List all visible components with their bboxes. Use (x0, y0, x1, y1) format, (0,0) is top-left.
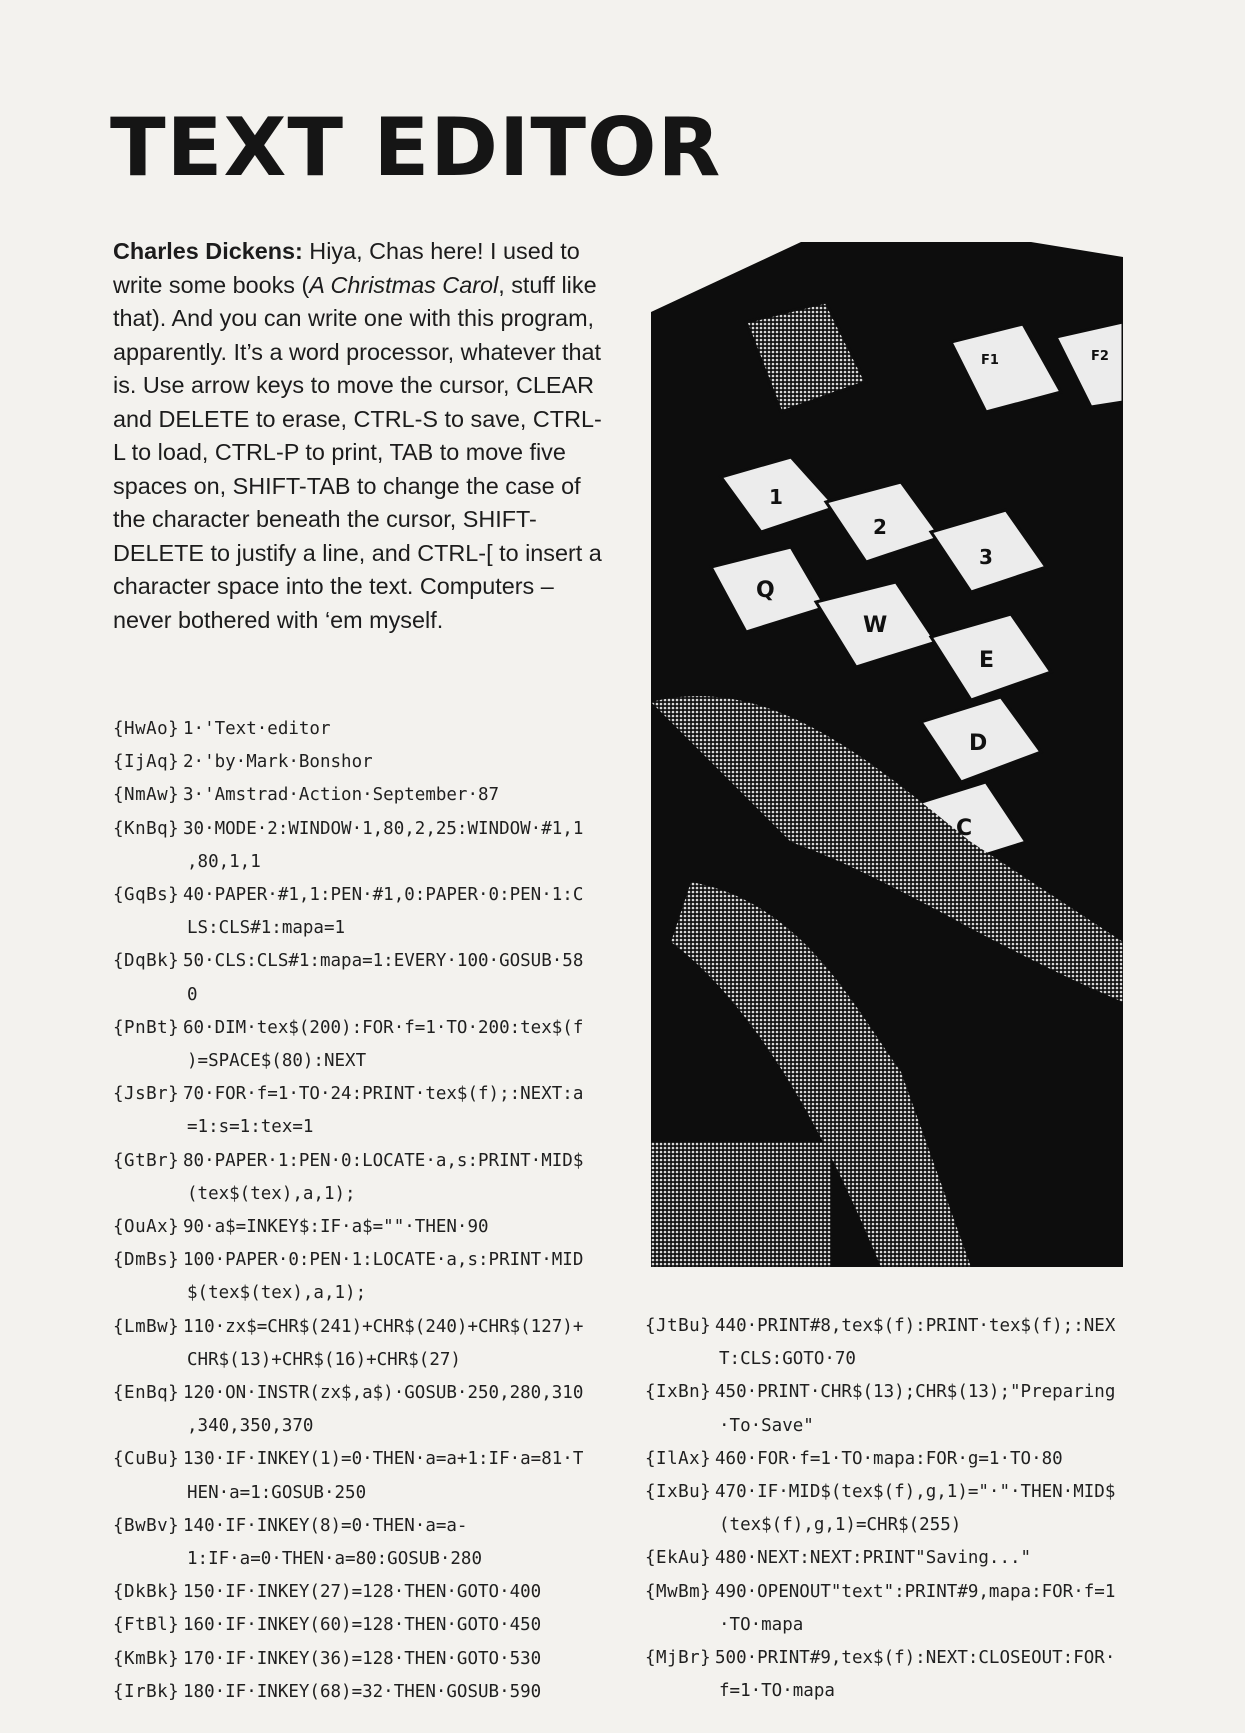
key-legend-c: C (956, 816, 973, 841)
program-listing-right (645, 1310, 1125, 1708)
code-line-continuation (113, 1045, 603, 1078)
program-listing-left (113, 713, 603, 1709)
code-text: 110·zx$=CHR$(241)+CHR$(240)+CHR$(127)+ (183, 1316, 584, 1337)
key-legend-1: 1 (769, 485, 783, 509)
code-text: 130·IF·INKEY(1)=0·THEN·a=a+1:IF·a=81·T (183, 1449, 584, 1470)
code-line (113, 945, 603, 978)
code-text: ·To·Save" (719, 1415, 814, 1436)
code-text: 440·PRINT#8,tex$(f):PRINT·tex$(f);:NEX (715, 1316, 1116, 1336)
intro-text-b: , stuff like that). And you can write one with this program, apparently. It’s a word processor, whatever that is. Use arrow keys to move the cursor, CLEAR and DELETE to erase, CTRL-S to save, CTRL-L to load, CTRL-P to print, TAB to move five spaces on, SHIFT-TAB to change the case of the character beneath the cursor, SHIFT-DELETE to justify a line, and CTRL-[ to insert a character space into the text. Computers – never bothered with ‘em myself. (113, 271, 602, 633)
code-line (645, 1443, 1125, 1476)
code-text: 120·ON·INSTR(zx$,a$)·GOSUB·250,280,310 (183, 1383, 584, 1404)
code-text: 0 (187, 984, 198, 1005)
line-checksum: {IxBn} (645, 1382, 712, 1403)
code-text: ,80,1,1 (187, 851, 261, 872)
code-text: 170·IF·INKEY(36)=128·THEN·GOTO·530 (183, 1648, 542, 1669)
intro-paragraph (113, 235, 603, 637)
code-text: 470·IF·MID$(tex$(f),g,1)="·"·THEN·MID$ (715, 1482, 1116, 1503)
line-checksum: {DmBs} (113, 1250, 180, 1271)
code-text: )=SPACE$(80):NEXT (187, 1051, 367, 1072)
line-checksum: {DqBk} (113, 951, 180, 972)
code-text: HEN·a=1:GOSUB·250 (187, 1482, 367, 1503)
code-line (113, 813, 603, 846)
line-checksum: {KnBq} (113, 818, 180, 839)
code-text: f=1·TO·mapa (719, 1681, 835, 1702)
code-text: 500·PRINT#9,tex$(f):NEXT:CLOSEOUT:FOR· (715, 1648, 1116, 1669)
code-text: 480·NEXT:NEXT:PRINT"Saving..." (715, 1548, 1032, 1569)
code-line (113, 779, 603, 812)
code-line (113, 746, 603, 779)
code-line (113, 879, 603, 912)
code-line-continuation (645, 1343, 1125, 1376)
code-text: 150·IF·INKEY(27)=128·THEN·GOTO·400 (183, 1582, 542, 1603)
code-text: T:CLS:GOTO·70 (719, 1349, 856, 1370)
code-text: (tex$(tex),a,1); (187, 1183, 356, 1204)
code-line-continuation (645, 1609, 1125, 1642)
line-checksum: {IxBu} (645, 1482, 712, 1503)
code-line-continuation (113, 1111, 603, 1144)
keyboard-photo (651, 242, 1123, 1267)
code-text: LS:CLS#1:mapa=1 (187, 918, 346, 939)
line-checksum: {BwBv} (113, 1515, 180, 1536)
code-line (113, 1576, 603, 1609)
code-line (113, 1676, 603, 1709)
line-checksum: {KmBk} (113, 1648, 180, 1669)
code-text: 30·MODE·2:WINDOW·1,80,2,25:WINDOW·#1,1 (183, 818, 584, 839)
code-text: 100·PAPER·0:PEN·1:LOCATE·a,s:PRINT·MID (183, 1250, 584, 1271)
keyboard-illustration (651, 242, 1123, 1267)
line-checksum: {FtBl} (113, 1615, 180, 1636)
code-line (113, 1609, 603, 1642)
line-checksum: {OuAx} (113, 1217, 180, 1238)
code-line (113, 1012, 603, 1045)
code-line (645, 1542, 1125, 1575)
line-checksum: {CuBu} (113, 1449, 180, 1470)
code-text: 460·FOR·f=1·TO·mapa:FOR·g=1·TO·80 (715, 1448, 1063, 1469)
key-legend-q: Q (756, 578, 775, 603)
code-text: 1:IF·a=0·THEN·a=80:GOSUB·280 (187, 1549, 483, 1570)
key-legend-2: 2 (873, 515, 887, 539)
code-line-continuation (113, 912, 603, 945)
code-line (113, 1643, 603, 1676)
code-line-continuation (113, 1477, 603, 1510)
code-line-continuation (645, 1675, 1125, 1708)
code-text: 50·CLS:CLS#1:mapa=1:EVERY·100·GOSUB·58 (183, 951, 584, 972)
line-checksum: {NmAw} (113, 785, 180, 806)
line-checksum: {LmBw} (113, 1316, 180, 1337)
key-legend-f1: F1 (981, 353, 999, 368)
code-line-continuation (113, 1410, 603, 1443)
code-text: 80·PAPER·1:PEN·0:LOCATE·a,s:PRINT·MID$ (183, 1150, 584, 1171)
code-text: 160·IF·INKEY(60)=128·THEN·GOTO·450 (183, 1615, 542, 1636)
key-legend-e: E (979, 648, 995, 673)
code-line-continuation (113, 1543, 603, 1576)
line-checksum: {EnBq} (113, 1383, 180, 1404)
key-legend-d: D (969, 731, 988, 756)
code-line (645, 1576, 1125, 1609)
line-checksum: {GqBs} (113, 885, 180, 906)
code-line (113, 1145, 603, 1178)
code-line (113, 1377, 603, 1410)
line-checksum: {DkBk} (113, 1582, 180, 1603)
code-text: =1:s=1:tex=1 (187, 1117, 314, 1138)
code-text: 70·FOR·f=1·TO·24:PRINT·tex$(f);:NEXT:a (183, 1084, 584, 1105)
page-title: TEXT EDITOR (110, 101, 722, 194)
code-line (645, 1310, 1125, 1343)
code-line-continuation (113, 1344, 603, 1377)
line-checksum: {MwBm} (645, 1581, 712, 1602)
line-checksum: {IjAq} (113, 752, 180, 773)
key-legend-w: W (863, 613, 888, 638)
code-text: 140·IF·INKEY(8)=0·THEN·a=a- (183, 1515, 468, 1536)
code-line (113, 1510, 603, 1543)
code-line (113, 1211, 603, 1244)
code-text: 60·DIM·tex$(200):FOR·f=1·TO·200:tex$(f (183, 1017, 584, 1038)
line-checksum: {IrBk} (113, 1681, 180, 1702)
code-text: 180·IF·INKEY(68)=32·THEN·GOSUB·590 (183, 1681, 542, 1702)
code-line-continuation (645, 1410, 1125, 1443)
code-text: 3·'Amstrad·Action·September·87 (183, 785, 500, 806)
code-line-continuation (113, 846, 603, 879)
line-checksum: {EkAu} (645, 1548, 712, 1569)
intro-italic-title: A Christmas Carol (309, 271, 499, 298)
line-checksum: {JsBr} (113, 1084, 180, 1105)
code-line (113, 1311, 603, 1344)
code-line-continuation (113, 1277, 603, 1310)
code-line-continuation (113, 979, 603, 1012)
line-checksum: {JtBu} (645, 1316, 712, 1336)
intro-speaker: Charles Dickens: (113, 238, 303, 264)
code-text: 490·OPENOUT"text":PRINT#9,mapa:FOR·f=1 (715, 1581, 1116, 1602)
line-checksum: {GtBr} (113, 1150, 180, 1171)
code-text: 1·'Text·editor (183, 719, 331, 739)
line-checksum: {IlAx} (645, 1448, 712, 1469)
code-text: ·TO·mapa (719, 1614, 804, 1635)
key-legend-f2: F2 (1091, 349, 1109, 364)
code-line (113, 1078, 603, 1111)
code-text: 450·PRINT·CHR$(13);CHR$(13);"Preparing (715, 1382, 1116, 1403)
line-checksum: {PnBt} (113, 1017, 180, 1038)
code-text: CHR$(13)+CHR$(16)+CHR$(27) (187, 1349, 461, 1370)
code-text: (tex$(f),g,1)=CHR$(255) (719, 1515, 962, 1536)
code-text: 40·PAPER·#1,1:PEN·#1,0:PAPER·0:PEN·1:C (183, 885, 584, 906)
code-text: ,340,350,370 (187, 1416, 314, 1437)
code-text: 2·'by·Mark·Bonshor (183, 752, 373, 773)
line-checksum: {HwAo} (113, 719, 180, 739)
code-line (113, 1244, 603, 1277)
code-line-continuation (645, 1509, 1125, 1542)
code-line (113, 713, 603, 746)
code-line (645, 1476, 1125, 1509)
key-legend-3: 3 (979, 545, 993, 569)
code-text: 90·a$=INKEY$:IF·a$=""·THEN·90 (183, 1217, 489, 1238)
code-line (645, 1376, 1125, 1409)
line-checksum: {MjBr} (645, 1648, 712, 1669)
code-line (113, 1443, 603, 1476)
code-line (645, 1642, 1125, 1675)
code-text: $(tex$(tex),a,1); (187, 1283, 367, 1304)
intro-text-a: Hiya, Chas here! I used to write some books ( (113, 238, 580, 298)
code-line-continuation (113, 1178, 603, 1211)
